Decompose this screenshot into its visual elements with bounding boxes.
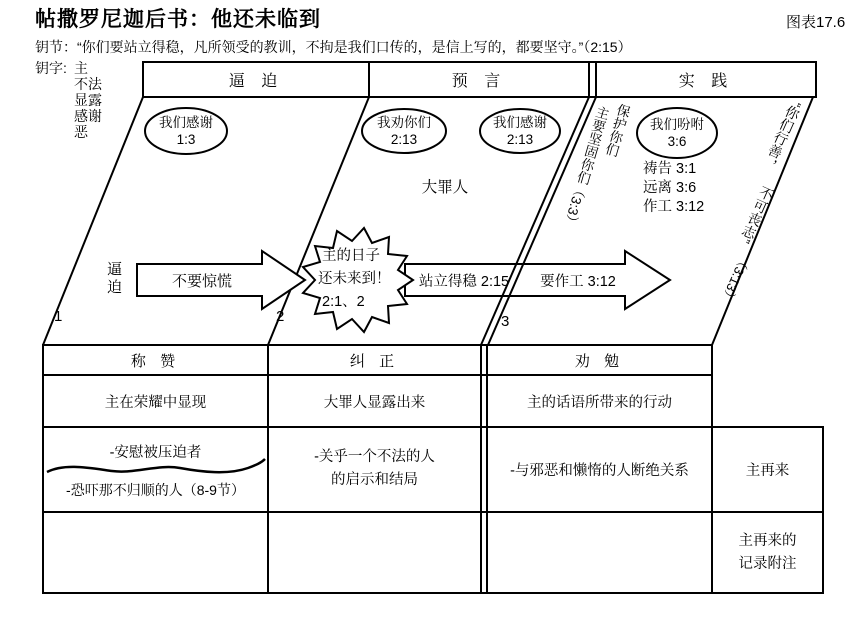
oval-we-command-text <box>637 112 717 154</box>
oval-label: 我们感谢 <box>159 115 213 130</box>
arrow2-label-stand-firm: 站立得稳 2:15 <box>418 273 510 290</box>
oval-ref: 1:3 <box>176 132 196 147</box>
band-header-persecution: 逼 迫 <box>228 73 284 90</box>
page-title: 帖撒罗尼迦后书：他还未临到 <box>35 8 321 31</box>
oval-ref: 2:13 <box>506 132 534 147</box>
table-header-correction: 纠 正 <box>349 352 400 370</box>
table-row3-cell2 <box>268 443 481 495</box>
key-word: 恶 <box>74 124 88 140</box>
practice-list <box>643 160 704 217</box>
cell-line: -关乎一个不法的人 <box>314 449 435 465</box>
man-of-sin-label: 大罪人 <box>421 179 469 196</box>
practice-list-item: 作工 3:12 <box>643 199 705 215</box>
oval-we-urge-text <box>362 111 446 151</box>
table-row3-cell4: 主再来 <box>745 463 790 479</box>
quote-col1: “你们行善， <box>759 98 805 174</box>
oval-we-thank-2-text <box>478 111 562 151</box>
practice-list-item: 祷告 3:1 <box>643 161 697 177</box>
oval-ref: 2:13 <box>390 132 418 147</box>
band-header-practice: 实 践 <box>678 73 734 90</box>
panel1-number: 1 <box>54 308 63 325</box>
chart-number-label: 图表17.6 <box>786 14 846 31</box>
table-row4-cell4 <box>712 512 823 593</box>
key-verse: 钥节：“你们要站立得稳，凡所领受的教训，不拘是我们口传的，是信上写的，都要坚守。”（2:15） <box>35 39 632 55</box>
table-header-exhortation: 劝 勉 <box>574 352 625 370</box>
burst-line1: 主的日子 <box>322 248 380 264</box>
oval-we-thank-1-text <box>145 111 227 151</box>
key-words-list <box>74 60 102 140</box>
key-word: 主 <box>74 60 88 76</box>
table-row2-cell3: 主的话语所带来的行动 <box>527 394 672 411</box>
table-row3-cell1-line1: -安慰被压迫者 <box>109 444 202 461</box>
table-row2-cell1: 主在荣耀中显现 <box>104 394 207 411</box>
table-row2-cell2: 大罪人显露出来 <box>323 394 426 411</box>
cell-line: 记录附注 <box>738 555 797 572</box>
panel3-number: 3 <box>501 313 510 330</box>
protect-text-col1: 保护你们 <box>601 101 632 158</box>
key-word: 感谢 <box>74 108 102 124</box>
arrow2-label-work: 要作工 3:12 <box>540 273 616 290</box>
table-row3-cell3: -与邪恶和懒惰的人断绝关系 <box>510 463 689 479</box>
protect-text-col2: 主要坚固你们（3:3） <box>560 103 611 230</box>
band-header-prophecy: 预 言 <box>451 73 507 90</box>
oval-label: 我们吩咐 <box>650 117 704 132</box>
quote-ref: （3:13） <box>717 252 753 306</box>
table-row3-cell1-line2: -恐吓那不归顺的人（8-9节） <box>66 482 245 498</box>
key-words-label: 钥字: <box>35 60 67 76</box>
cell-line: 主再来的 <box>738 532 797 549</box>
oval-label: 我劝你们 <box>377 115 431 130</box>
quote-col2: 不可丧志” <box>737 183 777 246</box>
key-word: 显露 <box>74 92 102 108</box>
oval-label: 我们感谢 <box>493 115 547 130</box>
key-word: 不法 <box>74 76 102 92</box>
burst-line2: 还未来到！ <box>318 271 391 287</box>
side-label-persecution: 逼迫 <box>105 261 122 297</box>
arrow1-label: 不要惊慌 <box>171 272 232 290</box>
burst-line3: 2:1、2 <box>322 294 365 310</box>
oval-ref: 3:6 <box>667 134 687 149</box>
table-header-praise: 称 赞 <box>130 352 181 370</box>
practice-list-item: 远离 3:6 <box>643 180 697 196</box>
panel2-number: 2 <box>276 308 285 325</box>
cell-line: 的启示和结局 <box>331 472 418 488</box>
